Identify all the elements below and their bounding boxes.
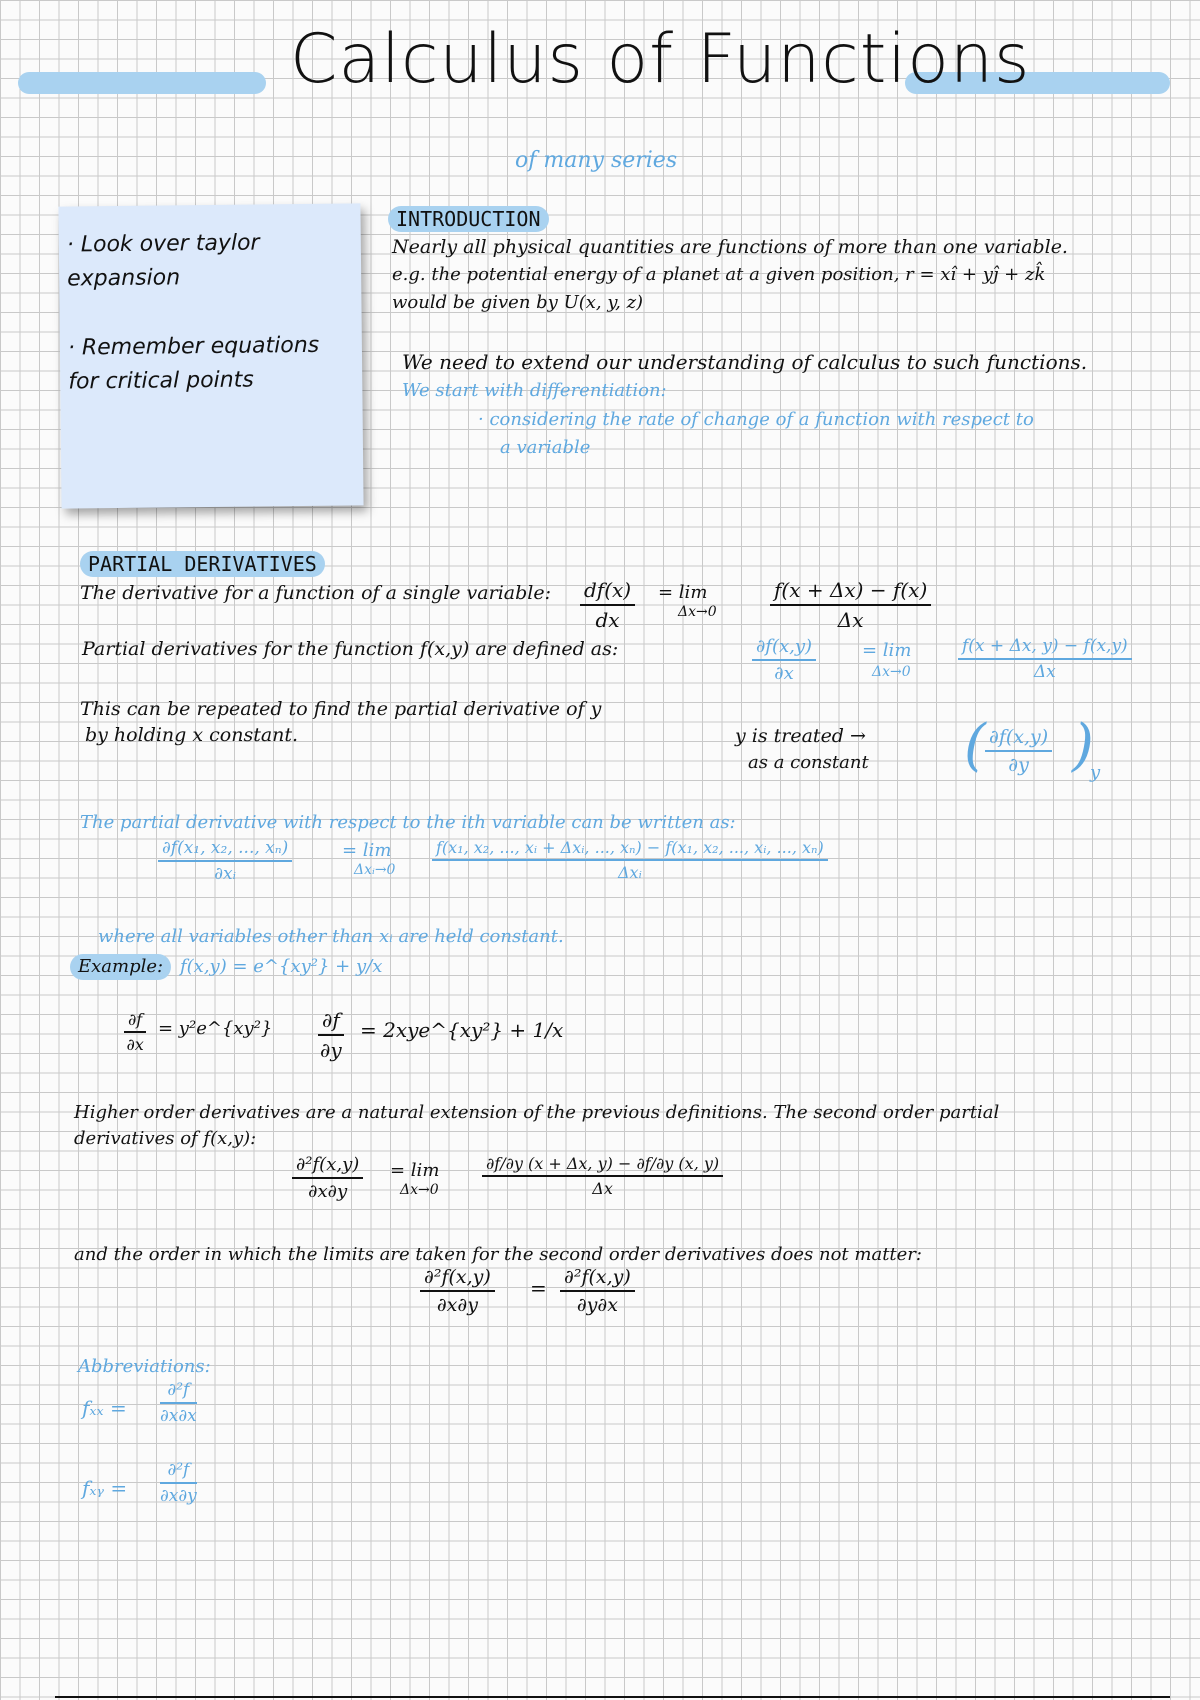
fraction-bar bbox=[580, 604, 635, 606]
single-lhs-numerator: df(x) bbox=[584, 578, 632, 602]
second-order-lim-sub: Δx→0 bbox=[400, 1182, 439, 1198]
example-dfdx bbox=[124, 1010, 146, 1054]
ith-lhs-denominator: ∂xᵢ bbox=[214, 864, 237, 884]
mixed-partial-equals: = bbox=[530, 1276, 547, 1300]
partial-rhs-numerator: f(x + Δx, y) − f(x,y) bbox=[962, 636, 1128, 656]
intro-line-3: would be given by U(x, y, z) bbox=[392, 292, 644, 313]
fraction-bar bbox=[752, 659, 816, 661]
partial-lhs-numerator: ∂f(x,y) bbox=[756, 636, 813, 657]
treated-text-line-2: as a constant bbox=[748, 752, 869, 773]
held-constant-text: where all variables other than xᵢ are held constant. bbox=[98, 926, 564, 947]
fraction-bar bbox=[432, 859, 828, 861]
fraction-bar bbox=[160, 1402, 197, 1404]
partial-definition-text: Partial derivatives for the function f(x,y) are defined as: bbox=[82, 638, 619, 660]
treated-numerator: ∂f(x,y) bbox=[989, 726, 1049, 748]
single-rhs-numerator: f(x + Δx) − f(x) bbox=[774, 578, 928, 602]
fraction-bar bbox=[158, 860, 292, 862]
sticky-note bbox=[58, 203, 363, 508]
intro-line-7: a variable bbox=[500, 437, 591, 458]
second-order-rhs-numerator: ∂f/∂y (x + Δx, y) − ∂f/∂y (x, y) bbox=[486, 1154, 720, 1173]
dfdx-denominator: ∂x bbox=[126, 1035, 144, 1054]
second-order-lhs-numerator: ∂²f(x,y) bbox=[296, 1154, 360, 1175]
repeat-text-line-2: by holding x constant. bbox=[85, 724, 299, 746]
fraction-bar bbox=[482, 1175, 723, 1177]
intro-line-4: We need to extend our understanding of calculus to such functions. bbox=[402, 350, 1088, 374]
partial-derivative-lhs bbox=[752, 636, 816, 684]
single-derivative-lhs bbox=[580, 578, 635, 632]
dfdx-numerator: ∂f bbox=[128, 1010, 143, 1029]
ith-lim-sub: Δxᵢ→0 bbox=[354, 862, 396, 878]
dfdy-numerator: ∂f bbox=[322, 1008, 340, 1032]
single-lim: = lim bbox=[658, 582, 708, 603]
second-order-lim: = lim bbox=[390, 1160, 440, 1181]
partial-derivatives-heading: PARTIAL DERIVATIVES bbox=[80, 551, 325, 577]
dfdy-denominator: ∂y bbox=[320, 1038, 342, 1062]
ith-lhs bbox=[158, 838, 292, 884]
mixed-lhs-numerator: ∂²f(x,y) bbox=[424, 1266, 491, 1288]
page-subtitle: of many series bbox=[515, 148, 678, 173]
fxx-numerator: ∂²f bbox=[167, 1380, 190, 1400]
sticky-note-item-critical-points: · Remember equations for critical points bbox=[67, 332, 320, 395]
fraction-bar bbox=[770, 604, 931, 606]
fraction-bar bbox=[318, 1034, 344, 1036]
fraction-bar bbox=[560, 1290, 635, 1292]
mixed-rhs-numerator: ∂²f(x,y) bbox=[564, 1266, 631, 1288]
fxy-numerator: ∂²f bbox=[167, 1460, 190, 1480]
example-dfdy bbox=[318, 1008, 344, 1062]
sticky-note-item-taylor: · Look over taylor expansion bbox=[66, 230, 260, 292]
treated-denominator: ∂y bbox=[1008, 754, 1029, 776]
fxy-denominator: ∂x∂y bbox=[160, 1486, 197, 1506]
single-lim-sub: Δx→0 bbox=[678, 604, 717, 620]
example-dfdy-result: = 2xye^{xy²} + 1/x bbox=[360, 1018, 564, 1042]
mixed-rhs-denominator: ∂y∂x bbox=[576, 1294, 618, 1316]
partial-lim: = lim bbox=[862, 640, 912, 661]
treated-text-line-1: y is treated → bbox=[735, 725, 866, 747]
abbreviation-fxx-rhs bbox=[160, 1380, 197, 1426]
partial-lim-sub: Δx→0 bbox=[872, 664, 911, 680]
treated-partial bbox=[985, 726, 1052, 776]
single-rhs-denominator: Δx bbox=[837, 608, 864, 632]
ith-rhs-denominator: Δxᵢ bbox=[617, 863, 642, 882]
single-lhs-denominator: dx bbox=[595, 608, 620, 632]
example-function: f(x,y) = e^{xy²} + y/x bbox=[180, 956, 383, 977]
fraction-bar bbox=[420, 1290, 495, 1292]
mixed-lhs-denominator: ∂x∂y bbox=[436, 1294, 478, 1316]
order-text: and the order in which the limits are taken for the second order derivatives does not matter: bbox=[74, 1244, 922, 1265]
mixed-partial-lhs bbox=[420, 1266, 495, 1316]
bottom-rule bbox=[55, 1696, 1170, 1698]
title-highlight-left bbox=[18, 72, 266, 94]
intro-line-2: e.g. the potential energy of a planet at a given position, r = xî + yĵ + zk̂ bbox=[392, 264, 1046, 285]
ith-rhs-numerator: f(x₁, x₂, ..., xᵢ + Δxᵢ, ..., xₙ) − f(x₁, x₂, ..., xᵢ, ..., xₙ) bbox=[436, 838, 824, 857]
mixed-partial-rhs bbox=[560, 1266, 635, 1316]
ith-lhs-numerator: ∂f(x₁, x₂, ..., xₙ) bbox=[162, 838, 289, 858]
repeat-text-line-1: This can be repeated to find the partial derivative of y bbox=[80, 698, 602, 720]
treated-paren-open: ( bbox=[964, 713, 986, 778]
second-order-lhs-denominator: ∂x∂y bbox=[308, 1181, 348, 1202]
example-dfdx-result: = y²e^{xy²} bbox=[158, 1018, 273, 1039]
introduction-heading: INTRODUCTION bbox=[388, 206, 549, 232]
example-label: Example: bbox=[70, 954, 171, 980]
treated-subscript: y bbox=[1090, 762, 1101, 783]
ith-lim: = lim bbox=[342, 840, 392, 861]
fraction-bar bbox=[985, 750, 1052, 752]
fraction-bar bbox=[958, 658, 1132, 660]
page-title: Calculus of Functions bbox=[290, 20, 1031, 99]
treated-paren-close: ) bbox=[1072, 713, 1094, 778]
single-derivative-rhs bbox=[770, 578, 931, 632]
partial-lhs-denominator: ∂x bbox=[774, 663, 794, 684]
higher-order-line-1: Higher order derivatives are a natural extension of the previous definitions. The second order partial bbox=[74, 1102, 1000, 1123]
fxx-denominator: ∂x∂x bbox=[160, 1406, 197, 1426]
intro-line-5: We start with differentiation: bbox=[402, 380, 667, 401]
abbreviation-fxx-lhs: fₓₓ = bbox=[82, 1396, 127, 1420]
fraction-bar bbox=[292, 1177, 363, 1179]
abbreviation-fxy-rhs bbox=[160, 1460, 197, 1506]
fraction-bar bbox=[124, 1031, 146, 1033]
single-variable-text: The derivative for a function of a single variable: bbox=[80, 582, 551, 604]
higher-order-line-2: derivatives of f(x,y): bbox=[74, 1128, 257, 1149]
second-order-lhs bbox=[292, 1154, 363, 1202]
fraction-bar bbox=[160, 1482, 197, 1484]
partial-derivative-rhs bbox=[958, 636, 1132, 682]
abbreviation-fxy-lhs: fₓᵧ = bbox=[82, 1476, 128, 1500]
intro-line-1: Nearly all physical quantities are functions of more than one variable. bbox=[392, 236, 1068, 258]
ith-variable-text: The partial derivative with respect to the ith variable can be written as: bbox=[80, 812, 736, 833]
second-order-rhs-denominator: Δx bbox=[592, 1179, 613, 1198]
second-order-rhs bbox=[482, 1154, 723, 1198]
partial-rhs-denominator: Δx bbox=[1033, 662, 1056, 682]
abbreviations-heading: Abbreviations: bbox=[78, 1356, 211, 1377]
ith-rhs bbox=[432, 838, 828, 882]
intro-line-6: · considering the rate of change of a function with respect to bbox=[478, 409, 1034, 430]
